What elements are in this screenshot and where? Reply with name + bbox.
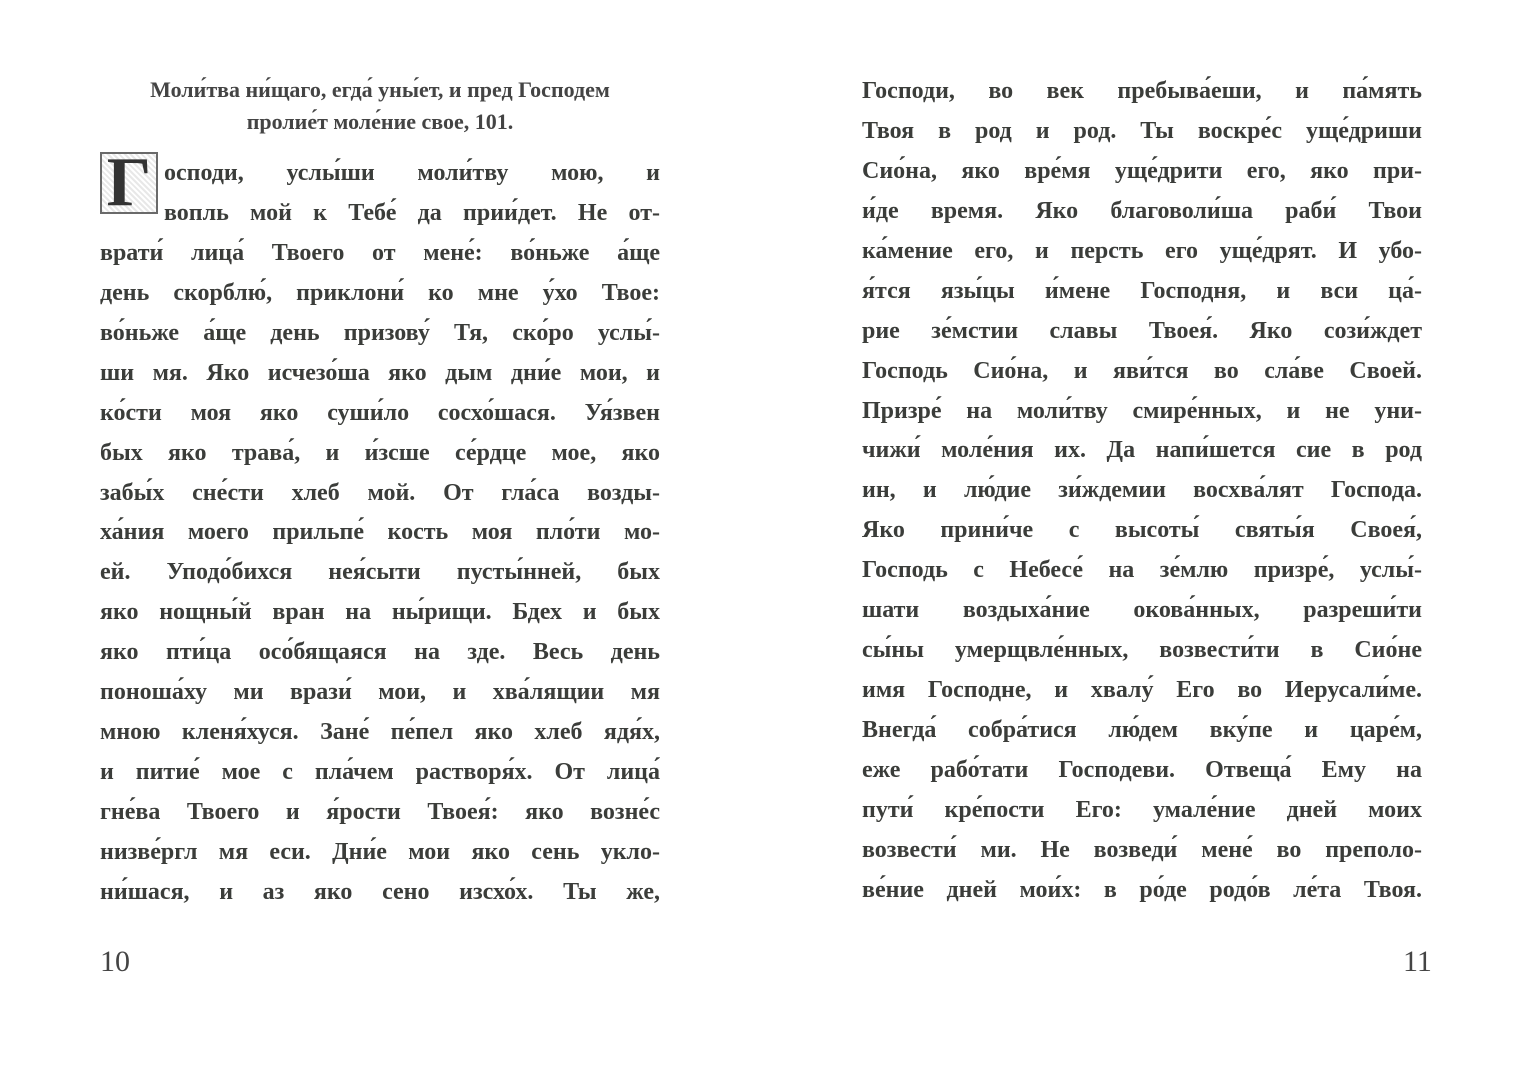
text-line: день скорблю́, приклони́ ко мне у́хо Твое:	[100, 279, 660, 306]
text-line: яко пти́ца осо́бящаяся на зде. Весь день	[100, 639, 660, 666]
text-line: низве́ргл мя еси. Дни́е мои яко сень укло-	[100, 838, 660, 865]
text-line: пути́ кре́пости Его: умале́ние дней моих	[862, 796, 1422, 823]
text-line: ей. Уподо́бихся нея́сыти пусты́нней, бых	[100, 559, 660, 586]
text-line: ко́сти моя яко суши́ло сосхо́шася. Уя́звен	[100, 399, 660, 426]
text-line: мною кленя́хуся. Зане́ пе́пел яко хлеб ядя́х,	[100, 719, 660, 746]
text-line: и питие́ мое с пла́чем растворя́х. От лица́	[100, 759, 660, 786]
text-line: Призре́ на моли́тву смире́нных, и не уни-	[862, 397, 1422, 424]
page-number-left: 10	[100, 945, 130, 978]
text-line: во́ньже а́ще день призову́ Тя, ско́ро услы́-	[100, 319, 660, 346]
text-line: я́тся язы́цы и́мене Господня, и вси ца́-	[862, 277, 1422, 304]
text-line: ка́мение его, и персть его уще́дрят. И убо-	[862, 237, 1422, 264]
text-line: еже рабо́тати Господеви. Отвеща́ Ему на	[862, 756, 1422, 783]
text-line: Господь с Небесе́ на зе́млю призре́, услы́-	[862, 557, 1422, 584]
text-line: врати́ лица́ Твоего от мене́: во́ньже а́ще	[100, 239, 660, 266]
text-line: осподи, услы́ши моли́тву мою, и	[164, 160, 660, 186]
text-line: вопль мой к Тебе́ да прии́дет. Не от-	[164, 199, 660, 226]
text-line: ин, и лю́дие зи́ждемии восхва́лят Господа.	[862, 477, 1422, 504]
text-line: Господи, во век пребыва́еши, и па́мять	[862, 78, 1422, 104]
text-line: поноша́ху ми врази́ мои, и хва́лящии мя	[100, 679, 660, 706]
text-line: Яко прини́че с высоты́ святы́я Своея́,	[862, 517, 1422, 544]
text-line: Господь Сио́на, и яви́тся во сла́ве Своей.	[862, 357, 1422, 384]
text-line: шати воздыха́ние окова́нных, разреши́ти	[862, 597, 1422, 624]
text-line: Сио́на, яко вре́мя уще́дрити его, яко при-	[862, 157, 1422, 184]
text-line: сы́ны умерщвле́нных, возвести́ти в Сио́не	[862, 637, 1422, 664]
title-line: Моли́тва ни́щаго, егда́ уны́ет, и пред Господем	[150, 77, 610, 102]
title-line: пролие́т моле́ние свое, 101.	[246, 109, 514, 134]
text-line: ха́ния моего прильпе́ кость моя пло́ти мо-	[100, 519, 660, 546]
text-line: бых яко трава́, и и́зсше се́рдце мое, яко	[100, 439, 660, 466]
text-line: и́де время. Яко благоволи́ша раби́ Твои	[862, 197, 1422, 224]
text-line: имя Господне, и хвалу́ Его во Иерусали́ме.	[862, 677, 1422, 704]
text-line: ши мя. Яко исчезо́ша яко дым дни́е мои, и	[100, 359, 660, 386]
left-page-text	[100, 144, 660, 909]
text-line: Твоя в род и род. Ты воскре́с уще́дриши	[862, 117, 1422, 144]
drop-cap-letter: Г	[106, 144, 152, 221]
text-line: яко нощны́й вран на ны́рищи. Бдех и бых	[100, 599, 660, 626]
text-line: Внегда́ собра́тися лю́дем вку́пе и царе́м,	[862, 717, 1422, 743]
page-number-right: 11	[1403, 945, 1432, 978]
text-line: чижи́ моле́ния их. Да напи́шется сие в род	[862, 437, 1422, 464]
right-page-text	[862, 68, 1422, 907]
text-line: забы́х сне́сти хлеб мой. От гла́са возды-	[100, 479, 660, 506]
text-line: рие зе́мстии славы Твоея́. Яко сози́ждет	[862, 317, 1422, 344]
text-line: гне́ва Твоего и я́рости Твоея́: яко возне́с	[100, 799, 660, 825]
psalm-title	[100, 74, 660, 138]
text-line: ни́шася, и аз яко сено изсхо́х. Ты же,	[100, 878, 660, 905]
text-line: возвести́ ми. Не возведи́ мене́ во преполо-	[862, 836, 1422, 863]
text-line: ве́ние дней мои́х: в ро́де родо́в ле́та Твоя.	[862, 876, 1422, 903]
